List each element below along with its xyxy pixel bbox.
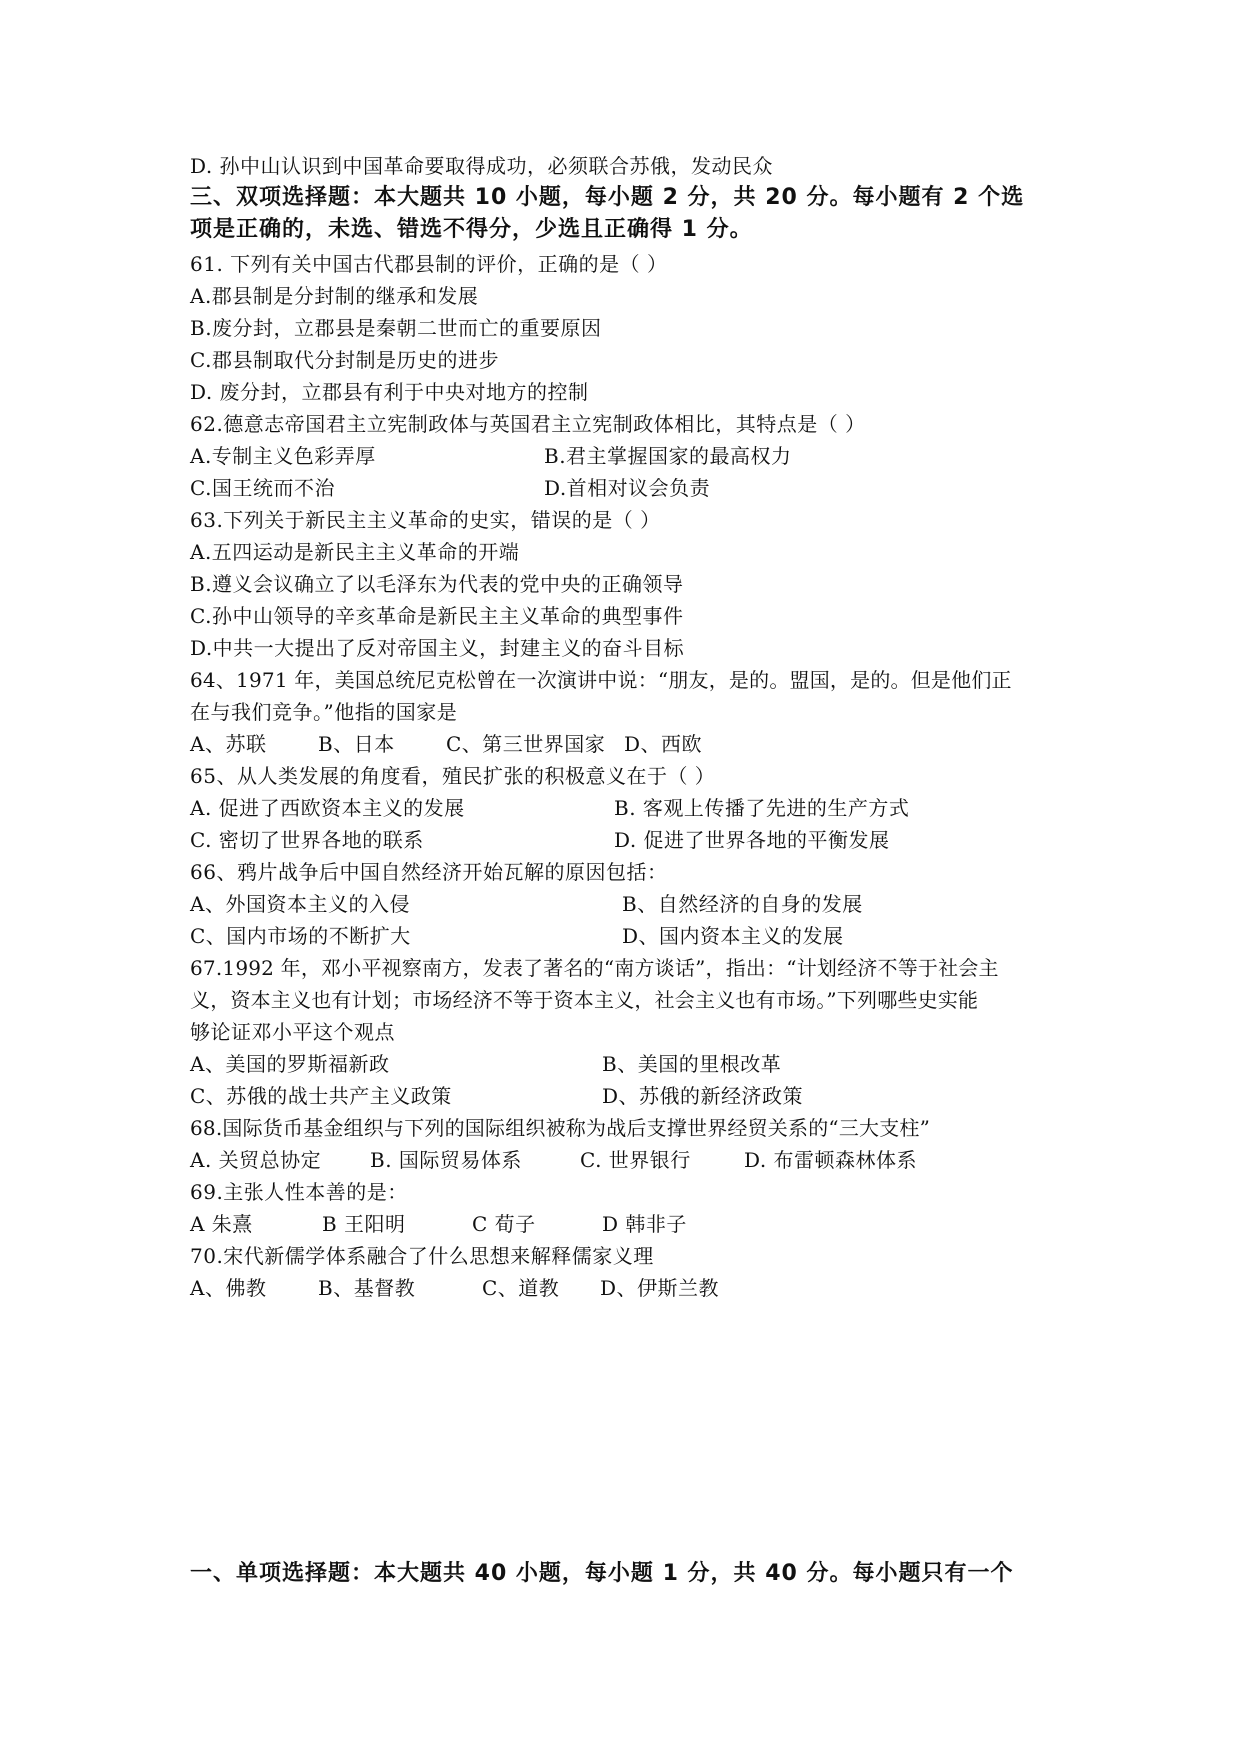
q68-option-c: C. 世界银行 — [580, 1148, 691, 1172]
q61-option-d: D. 废分封，立郡县有利于中央对地方的控制 — [190, 380, 589, 404]
q66-option-c: C、国内市场的不断扩大 — [190, 924, 411, 948]
q62-option-d: D.首相对议会负责 — [544, 476, 711, 500]
q66-option-b: B、自然经济的自身的发展 — [622, 892, 863, 916]
q70-option-a: A、佛教 — [190, 1276, 267, 1300]
q65-option-c: C. 密切了世界各地的联系 — [190, 828, 424, 852]
q63-option-b: B.遵义会议确立了以毛泽东为代表的党中央的正确领导 — [190, 572, 684, 596]
q61-option-a: A.郡县制是分封制的继承和发展 — [190, 284, 479, 308]
q70-option-b: B、基督教 — [318, 1276, 416, 1300]
q69-option-d: D 韩非子 — [602, 1212, 687, 1236]
q65-option-d: D. 促进了世界各地的平衡发展 — [614, 828, 890, 852]
q69-stem: 69.主张人性本善的是： — [190, 1180, 408, 1204]
q66-option-a: A、外国资本主义的入侵 — [190, 892, 410, 916]
q62-option-c: C.国王统而不治 — [190, 476, 335, 500]
q64-option-b: B、日本 — [318, 732, 395, 756]
q68-stem: 68.国际货币基金组织与下列的国际组织被称为战后支撑世界经贸关系的“三大支柱” — [190, 1116, 931, 1140]
q67-option-a: A、美国的罗斯福新政 — [190, 1052, 390, 1076]
q64-stem-line1: 64、1971 年，美国总统尼克松曾在一次演讲中说：“朋友，是的。盟国，是的。但是他们正 — [190, 668, 1012, 692]
q61-stem: 61. 下列有关中国古代郡县制的评价，正确的是（ ） — [190, 252, 668, 276]
q62-stem: 62.德意志帝国君主立宪制政体与英国君主立宪制政体相比，其特点是（ ） — [190, 412, 866, 436]
q69-option-a: A 朱熹 — [190, 1212, 253, 1236]
q64-option-a: A、苏联 — [190, 732, 267, 756]
q69-option-b: B 王阳明 — [322, 1212, 406, 1236]
q67-stem-line2: 义，资本主义也有计划；市场经济不等于资本主义，社会主义也有市场。”下列哪些史实能 — [190, 988, 979, 1012]
section-3-heading-line1: 三、双项选择题：本大题共 10 小题，每小题 2 分，共 20 分。每小题有 2 个选 — [190, 185, 1025, 210]
q68-option-a: A. 关贸总协定 — [190, 1148, 322, 1172]
section-3-heading-line2: 项是正确的，未选、错选不得分，少选且正确得 1 分。 — [190, 217, 753, 242]
q70-stem: 70.宋代新儒学体系融合了什么思想来解释儒家义理 — [190, 1244, 654, 1268]
q67-option-b: B、美国的里根改革 — [602, 1052, 782, 1076]
q66-option-d: D、国内资本主义的发展 — [622, 924, 844, 948]
q62-option-a: A.专制主义色彩弄厚 — [190, 444, 376, 468]
q65-option-a: A. 促进了西欧资本主义的发展 — [190, 796, 465, 820]
q68-option-b: B. 国际贸易体系 — [370, 1148, 522, 1172]
q64-option-d: D、西欧 — [624, 732, 703, 756]
q63-option-d: D.中共一大提出了反对帝国主义，封建主义的奋斗目标 — [190, 636, 685, 660]
q67-option-d: D、苏俄的新经济政策 — [602, 1084, 804, 1108]
q60-option-d: D. 孙中山认识到中国革命要取得成功，必须联合苏俄，发动民众 — [190, 154, 774, 178]
q65-option-b: B. 客观上传播了先进的生产方式 — [614, 796, 910, 820]
q62-option-b: B.君主掌握国家的最高权力 — [544, 444, 792, 468]
q61-option-c: C.郡县制取代分封制是历史的进步 — [190, 348, 499, 372]
q63-option-a: A.五四运动是新民主主义革命的开端 — [190, 540, 520, 564]
q64-stem-line2: 在与我们竞争。”他指的国家是 — [190, 700, 458, 724]
q61-option-b: B.废分封，立郡县是秦朝二世而亡的重要原因 — [190, 316, 602, 340]
section-1-heading: 一、单项选择题：本大题共 40 小题，每小题 1 分，共 40 分。每小题只有一个 — [190, 1561, 1014, 1586]
q70-option-d: D、伊斯兰教 — [600, 1276, 720, 1300]
q68-option-d: D. 布雷顿森林体系 — [744, 1148, 918, 1172]
q63-option-c: C.孙中山领导的辛亥革命是新民主主义革命的典型事件 — [190, 604, 684, 628]
q67-stem-line1: 67.1992 年，邓小平视察南方，发表了著名的“南方谈话”，指出：“计划经济不等于社会主 — [190, 956, 999, 980]
q69-option-c: C 荀子 — [472, 1212, 536, 1236]
q67-option-c: C、苏俄的战士共产主义政策 — [190, 1084, 452, 1108]
q64-option-c: C、第三世界国家 — [446, 732, 606, 756]
q67-stem-line3: 够论证邓小平这个观点 — [190, 1020, 395, 1044]
q65-stem: 65、从人类发展的角度看，殖民扩张的积极意义在于（ ） — [190, 764, 716, 788]
q66-stem: 66、鸦片战争后中国自然经济开始瓦解的原因包括： — [190, 860, 668, 884]
q63-stem: 63.下列关于新民主主义革命的史实，错误的是（ ） — [190, 508, 661, 532]
q70-option-c: C、道教 — [482, 1276, 560, 1300]
